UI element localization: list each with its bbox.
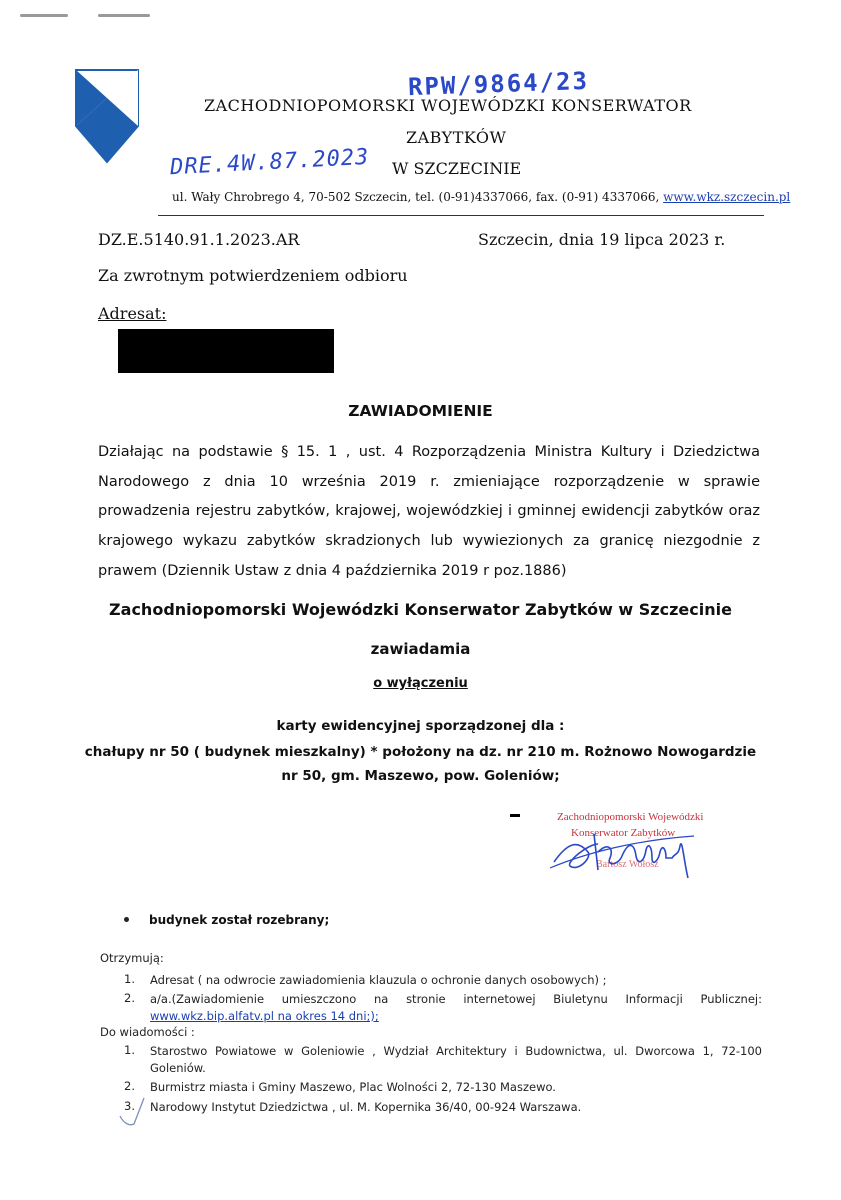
rpw-stamp: RPW/9864/23 — [407, 66, 590, 102]
stamp-line3: Bartosz Wołosz — [596, 859, 659, 870]
checkmark-icon — [116, 1094, 146, 1130]
informs-text: zawiadamia — [370, 640, 471, 658]
redacted-addressee — [118, 329, 334, 373]
scan-mark-left — [20, 14, 68, 17]
addressee-label: Adresat: — [98, 304, 167, 323]
list-text: Narodowy Instytut Dziedzictwa , ul. M. Kopernika 36/40, 00-924 Warszawa. — [150, 1100, 582, 1114]
handwritten-signature — [548, 822, 698, 884]
address-text: ul. Wały Chrobrego 4, 70-502 Szczecin, tel. (0-91)4337066, fax. (0-91) 4337066, — [172, 190, 664, 204]
list-text-main: a/a.(Zawiadomienie umieszczono na stronie internetowej Biuletynu Informacji Publicznej: — [150, 992, 762, 1006]
list-number: 2. — [124, 991, 135, 1005]
list-number: 1. — [124, 972, 135, 986]
list-text: Starostwo Powiatowe w Goleniowie , Wydział Architektury i Budownictwa, ul. Dworcowa 1, 72-100 Goleniów. — [150, 1044, 762, 1075]
coat-of-arms-logo — [74, 68, 140, 164]
bip-link[interactable]: www.wkz.bip.alfatv.pl na okres 14 dni;); — [150, 1009, 379, 1023]
list-number: 3. — [124, 1099, 135, 1113]
handwritten-number: DRE.4W.87.2023 — [169, 144, 370, 181]
authority-name: Zachodniopomorski Wojewódzki Konserwator Zabytków w Szczecinie — [109, 600, 732, 619]
notice-title: ZAWIADOMIENIE — [348, 402, 493, 420]
header-divider — [158, 215, 764, 216]
delivery-method: Za zwrotnym potwierdzeniem odbioru — [98, 266, 408, 285]
dash-mark — [510, 814, 520, 817]
object-line-2: nr 50, gm. Maszewo, pow. Goleniów; — [281, 768, 560, 784]
card-line: karty ewidencyjnej sporządzonej dla : — [276, 718, 565, 734]
recipients-label: Otrzymują: — [100, 951, 164, 965]
reason-item — [124, 913, 329, 927]
list-text: Adresat ( na odwrocie zawiadomienia klauzula o ochronie danych osobowych) ; — [150, 973, 607, 987]
org-name-line1: ZACHODNIOPOMORSKI WOJEWÓDZKI KONSERWATOR — [204, 96, 692, 115]
object-line-1: chałupy nr 50 ( budynek mieszkalny) * położony na dz. nr 210 m. Rożnowo Nowogardzie — [84, 744, 757, 760]
bullet-icon — [124, 917, 129, 922]
website-link[interactable]: www.wkz.szczecin.pl — [663, 190, 791, 204]
list-number: 1. — [124, 1043, 135, 1057]
reason-text: budynek został rozebrany; — [149, 913, 330, 927]
document-date: Szczecin, dnia 19 lipca 2023 r. — [478, 230, 726, 249]
cc-label: Do wiadomości : — [100, 1025, 195, 1039]
org-name-line2: ZABYTKÓW — [406, 128, 507, 147]
case-signature: DZ.E.5140.91.1.2023.AR — [98, 230, 300, 249]
stamp-line2: Konserwator Zabytków — [571, 827, 676, 839]
notice-body: Działając na podstawie § 15. 1 , ust. 4 Rozporządzenia Ministra Kultury i Dziedzictwa Narodowego z dnia 10 września 2019 r. zmieniające rozporządzenie w sprawie prowadzenia rejestru zabytków, krajowej, wojewódzkiej i gminnej ewidencji zabytków oraz krajowego wykazu zabytków skradzionych lub wywiezionych za granicę niezgodnie z prawem (Dziennik Ustaw z dnia 4 października 2019 r poz.1886) — [98, 444, 760, 579]
org-address — [172, 190, 790, 204]
list-text — [150, 991, 762, 1025]
list-text: Burmistrz miasta i Gminy Maszewo, Plac Wolności 2, 72-130 Maszewo. — [150, 1080, 556, 1094]
org-name-line3: W SZCZECINIE — [392, 159, 522, 178]
exclusion-text: o wyłączeniu — [373, 676, 468, 691]
scan-mark-right — [98, 14, 150, 17]
stamp-line1: Zachodniopomorski Wojewódzki — [557, 811, 704, 823]
list-number: 2. — [124, 1079, 135, 1093]
